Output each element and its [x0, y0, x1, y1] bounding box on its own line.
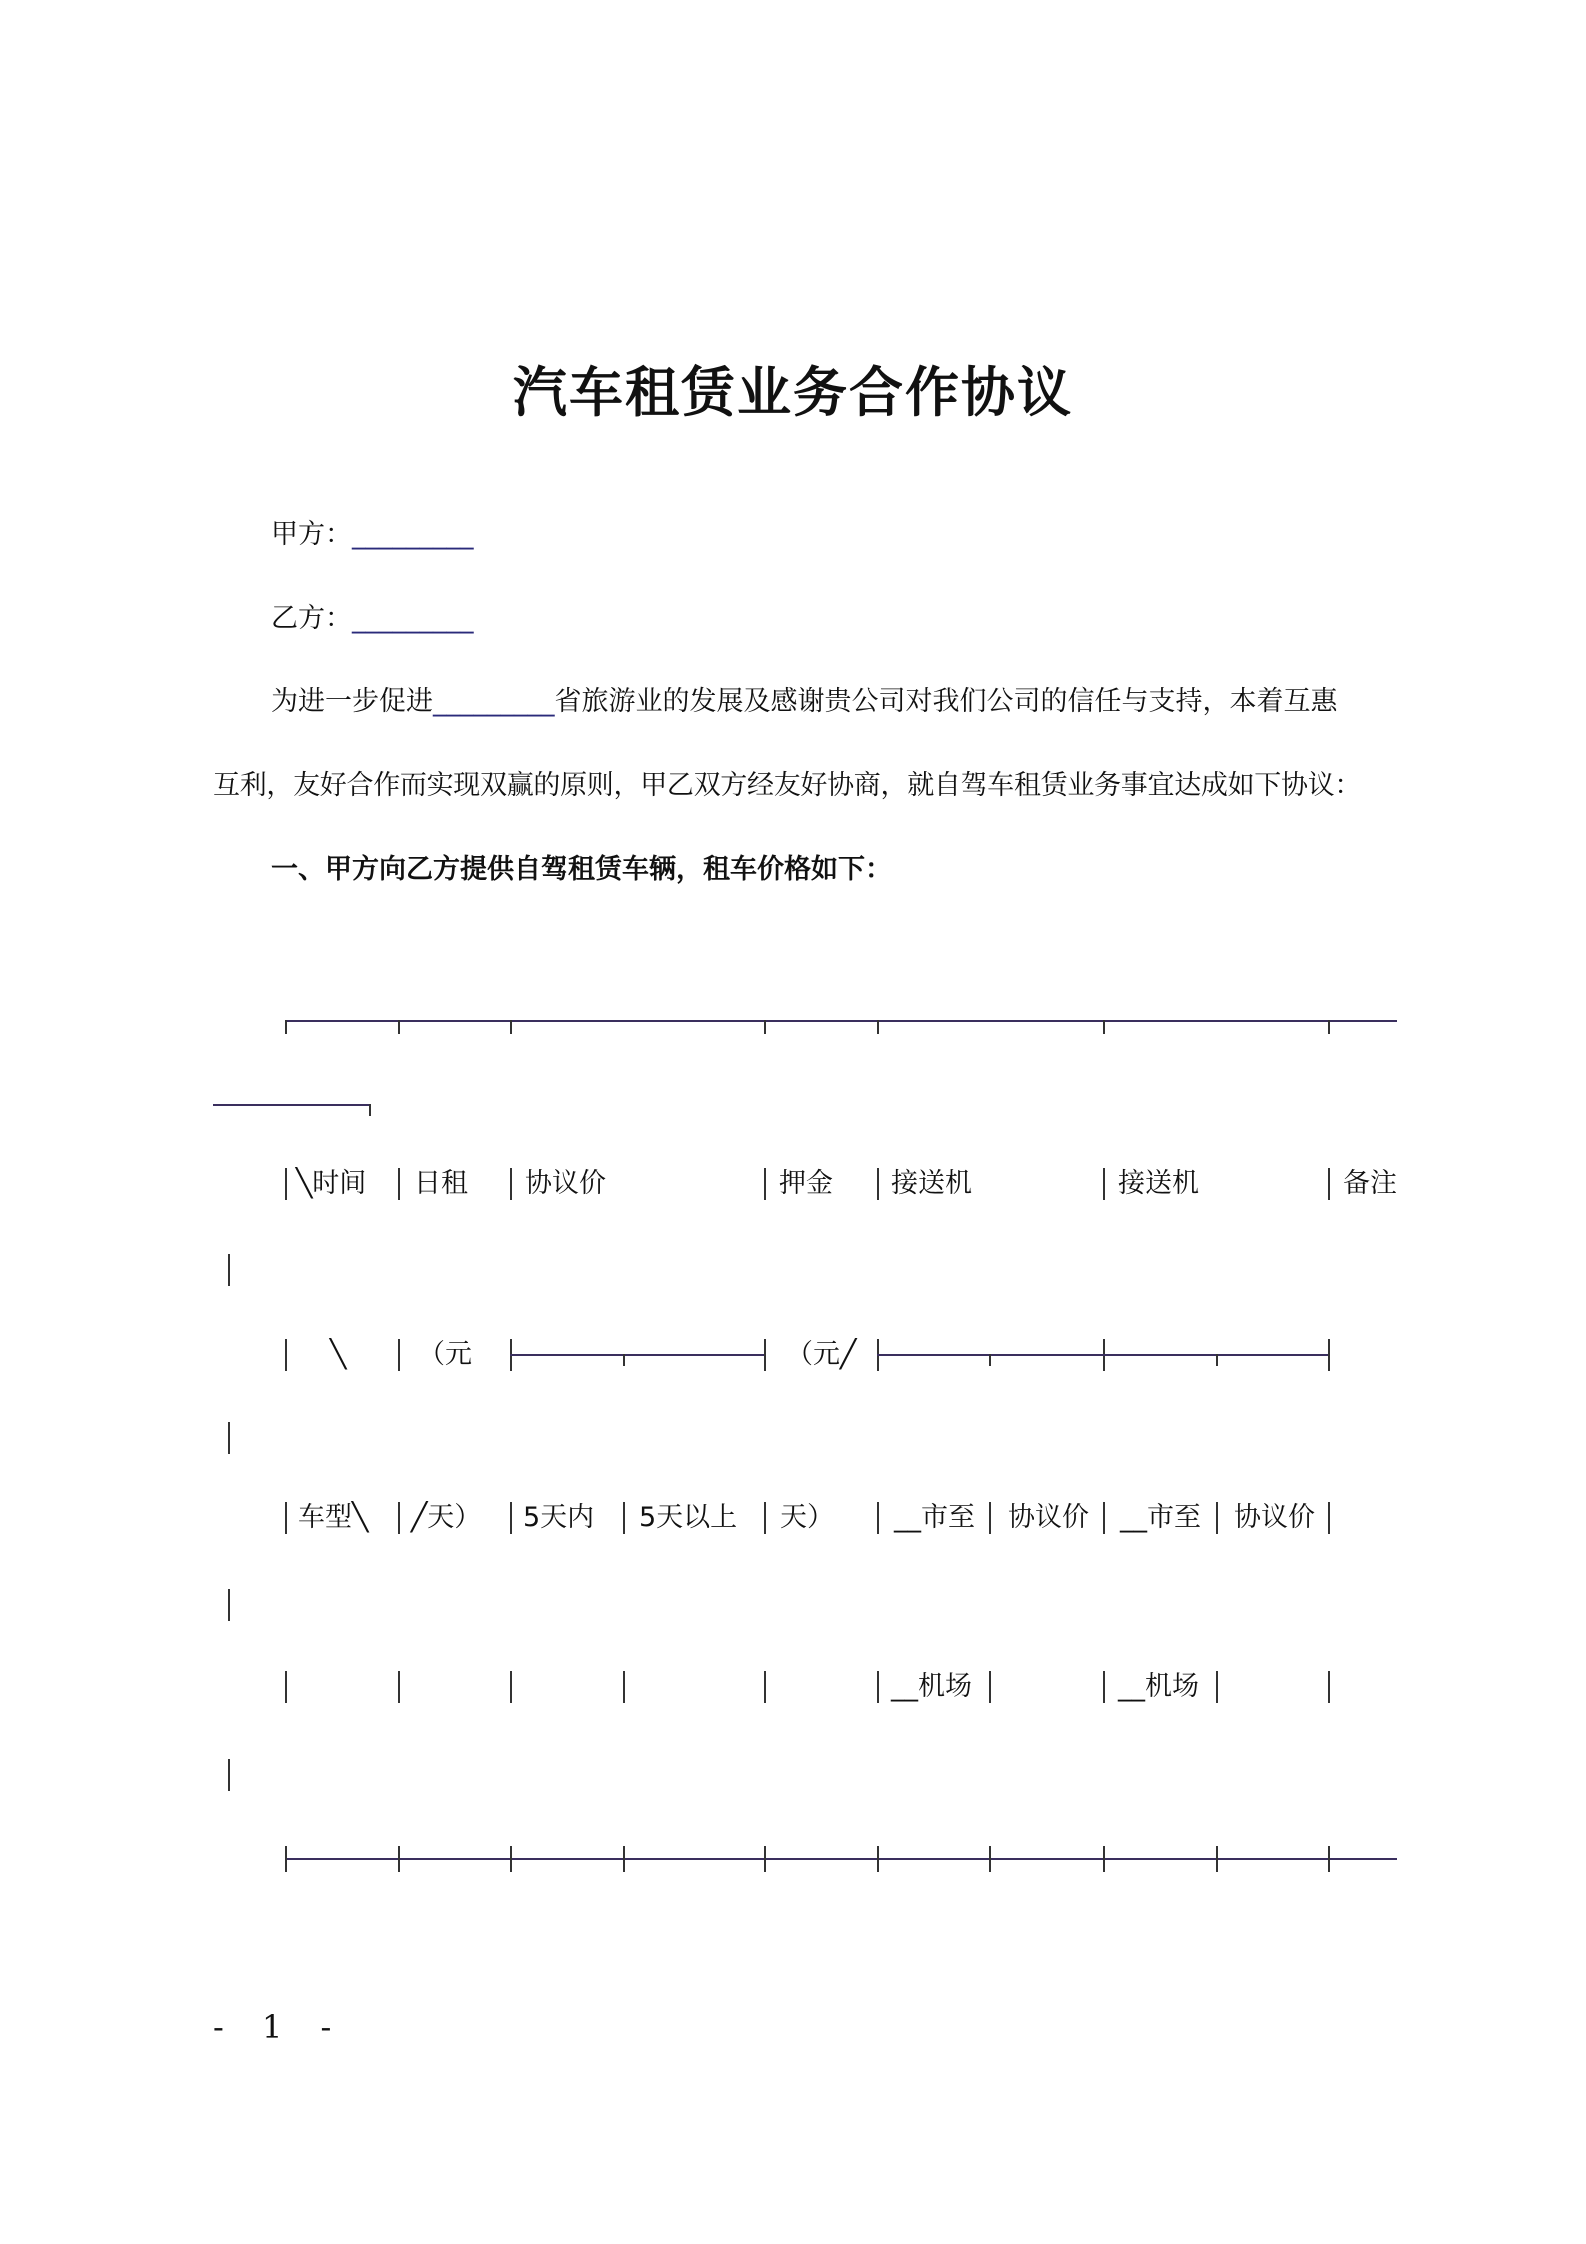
table-border	[1216, 1846, 1218, 1872]
table-border	[764, 1168, 766, 1200]
table-border	[398, 1339, 400, 1371]
table-border	[877, 1020, 879, 1034]
table-border	[989, 1846, 991, 1872]
table-border	[1216, 1502, 1218, 1534]
intro-line-1	[271, 685, 1338, 719]
table-border	[989, 1354, 991, 1366]
intro-line-2: 互利，友好合作而实现双赢的原则，甲乙双方经友好协商，就自驾车租赁业务事宜达成如下协议：	[213, 770, 1362, 801]
header-agreed-price: 协议价	[525, 1168, 606, 1199]
cell-city-to-2: __市至	[1120, 1502, 1201, 1533]
table-border	[1328, 1339, 1330, 1371]
table-border	[285, 1339, 287, 1371]
table-border	[510, 1502, 512, 1534]
table-border	[510, 1671, 512, 1703]
table-border	[285, 1168, 287, 1200]
cell-within-5-days: 5天内	[523, 1502, 595, 1533]
table-bottom-border	[285, 1858, 1397, 1860]
cell-over-5-days: 5天以上	[639, 1502, 738, 1533]
table-inner-border	[510, 1354, 764, 1356]
cell-agreed-price-2: 协议价	[1234, 1502, 1315, 1533]
table-border	[764, 1846, 766, 1872]
table-left-border	[228, 1254, 230, 1286]
table-border	[510, 1846, 512, 1872]
table-border	[1103, 1168, 1105, 1200]
table-border	[764, 1020, 766, 1034]
table-top-border-wrap	[213, 1104, 369, 1106]
table-border	[1328, 1502, 1330, 1534]
table-border	[1328, 1671, 1330, 1703]
intro-text: 为进一步促进	[271, 686, 433, 717]
table-border	[398, 1671, 400, 1703]
party-b-blank: _________	[352, 603, 474, 634]
table-border	[398, 1502, 400, 1534]
cell-car-model: 车型╲	[298, 1502, 369, 1533]
table-border	[623, 1502, 625, 1534]
table-border	[623, 1846, 625, 1872]
party-b-label: 乙方：	[271, 603, 352, 634]
table-border	[510, 1168, 512, 1200]
table-border	[285, 1671, 287, 1703]
cell-day: 天）	[780, 1502, 834, 1533]
header-deposit: 押金	[779, 1168, 833, 1199]
party-a-line	[271, 518, 474, 552]
table-border	[1216, 1671, 1218, 1703]
table-left-border	[228, 1422, 230, 1454]
cell-agreed-price-1: 协议价	[1008, 1502, 1089, 1533]
section-1-heading: 一、甲方向乙方提供自驾租赁车辆，租车价格如下：	[271, 854, 892, 885]
cell-yuan: （元	[418, 1339, 472, 1370]
table-border	[398, 1846, 400, 1872]
cell-diagonal: ╲	[330, 1339, 347, 1370]
table-border	[623, 1354, 625, 1366]
cell-yuan-per: （元╱	[786, 1339, 857, 1370]
header-remarks: 备注	[1343, 1168, 1397, 1199]
table-border	[764, 1502, 766, 1534]
table-border	[989, 1671, 991, 1703]
table-border	[285, 1020, 287, 1034]
table-border	[764, 1339, 766, 1371]
cell-city-to-1: __市至	[894, 1502, 975, 1533]
province-blank: _________	[433, 686, 555, 717]
table-border	[510, 1020, 512, 1034]
table-border	[623, 1671, 625, 1703]
table-border	[877, 1846, 879, 1872]
table-border	[877, 1168, 879, 1200]
header-pickup-2: 接送机	[1118, 1168, 1199, 1199]
header-pickup-1: 接送机	[891, 1168, 972, 1199]
table-border	[1103, 1020, 1105, 1034]
table-border	[877, 1671, 879, 1703]
document-title: 汽车租赁业务合作协议	[513, 361, 1073, 424]
table-top-border	[285, 1020, 1397, 1022]
table-inner-border	[877, 1354, 1328, 1356]
table-border	[285, 1502, 287, 1534]
header-daily-rent: 日租	[414, 1168, 468, 1199]
intro-text: 省旅游业的发展及感谢贵公司对我们公司的信任与支持，本着互惠	[554, 686, 1338, 717]
table-border	[877, 1502, 879, 1534]
cell-per-day: ╱天）	[411, 1502, 482, 1533]
table-border	[369, 1104, 371, 1116]
table-border	[1103, 1846, 1105, 1872]
party-b-line	[271, 602, 474, 636]
table-border	[1216, 1354, 1218, 1366]
table-border	[285, 1846, 287, 1872]
cell-airport-2: __机场	[1118, 1671, 1199, 1702]
table-border	[1103, 1671, 1105, 1703]
table-left-border	[228, 1589, 230, 1621]
table-border	[1103, 1502, 1105, 1534]
party-a-blank: _________	[352, 519, 474, 550]
table-border	[1328, 1168, 1330, 1200]
header-time-model: ╲时间	[296, 1168, 367, 1199]
cell-airport-1: __机场	[891, 1671, 972, 1702]
table-border	[764, 1671, 766, 1703]
table-border	[989, 1502, 991, 1534]
table-border	[398, 1168, 400, 1200]
page-number: - 1 -	[213, 2008, 346, 2046]
table-border	[398, 1020, 400, 1034]
table-border	[1328, 1846, 1330, 1872]
party-a-label: 甲方：	[271, 519, 352, 550]
table-border	[1328, 1020, 1330, 1034]
table-left-border	[228, 1759, 230, 1791]
